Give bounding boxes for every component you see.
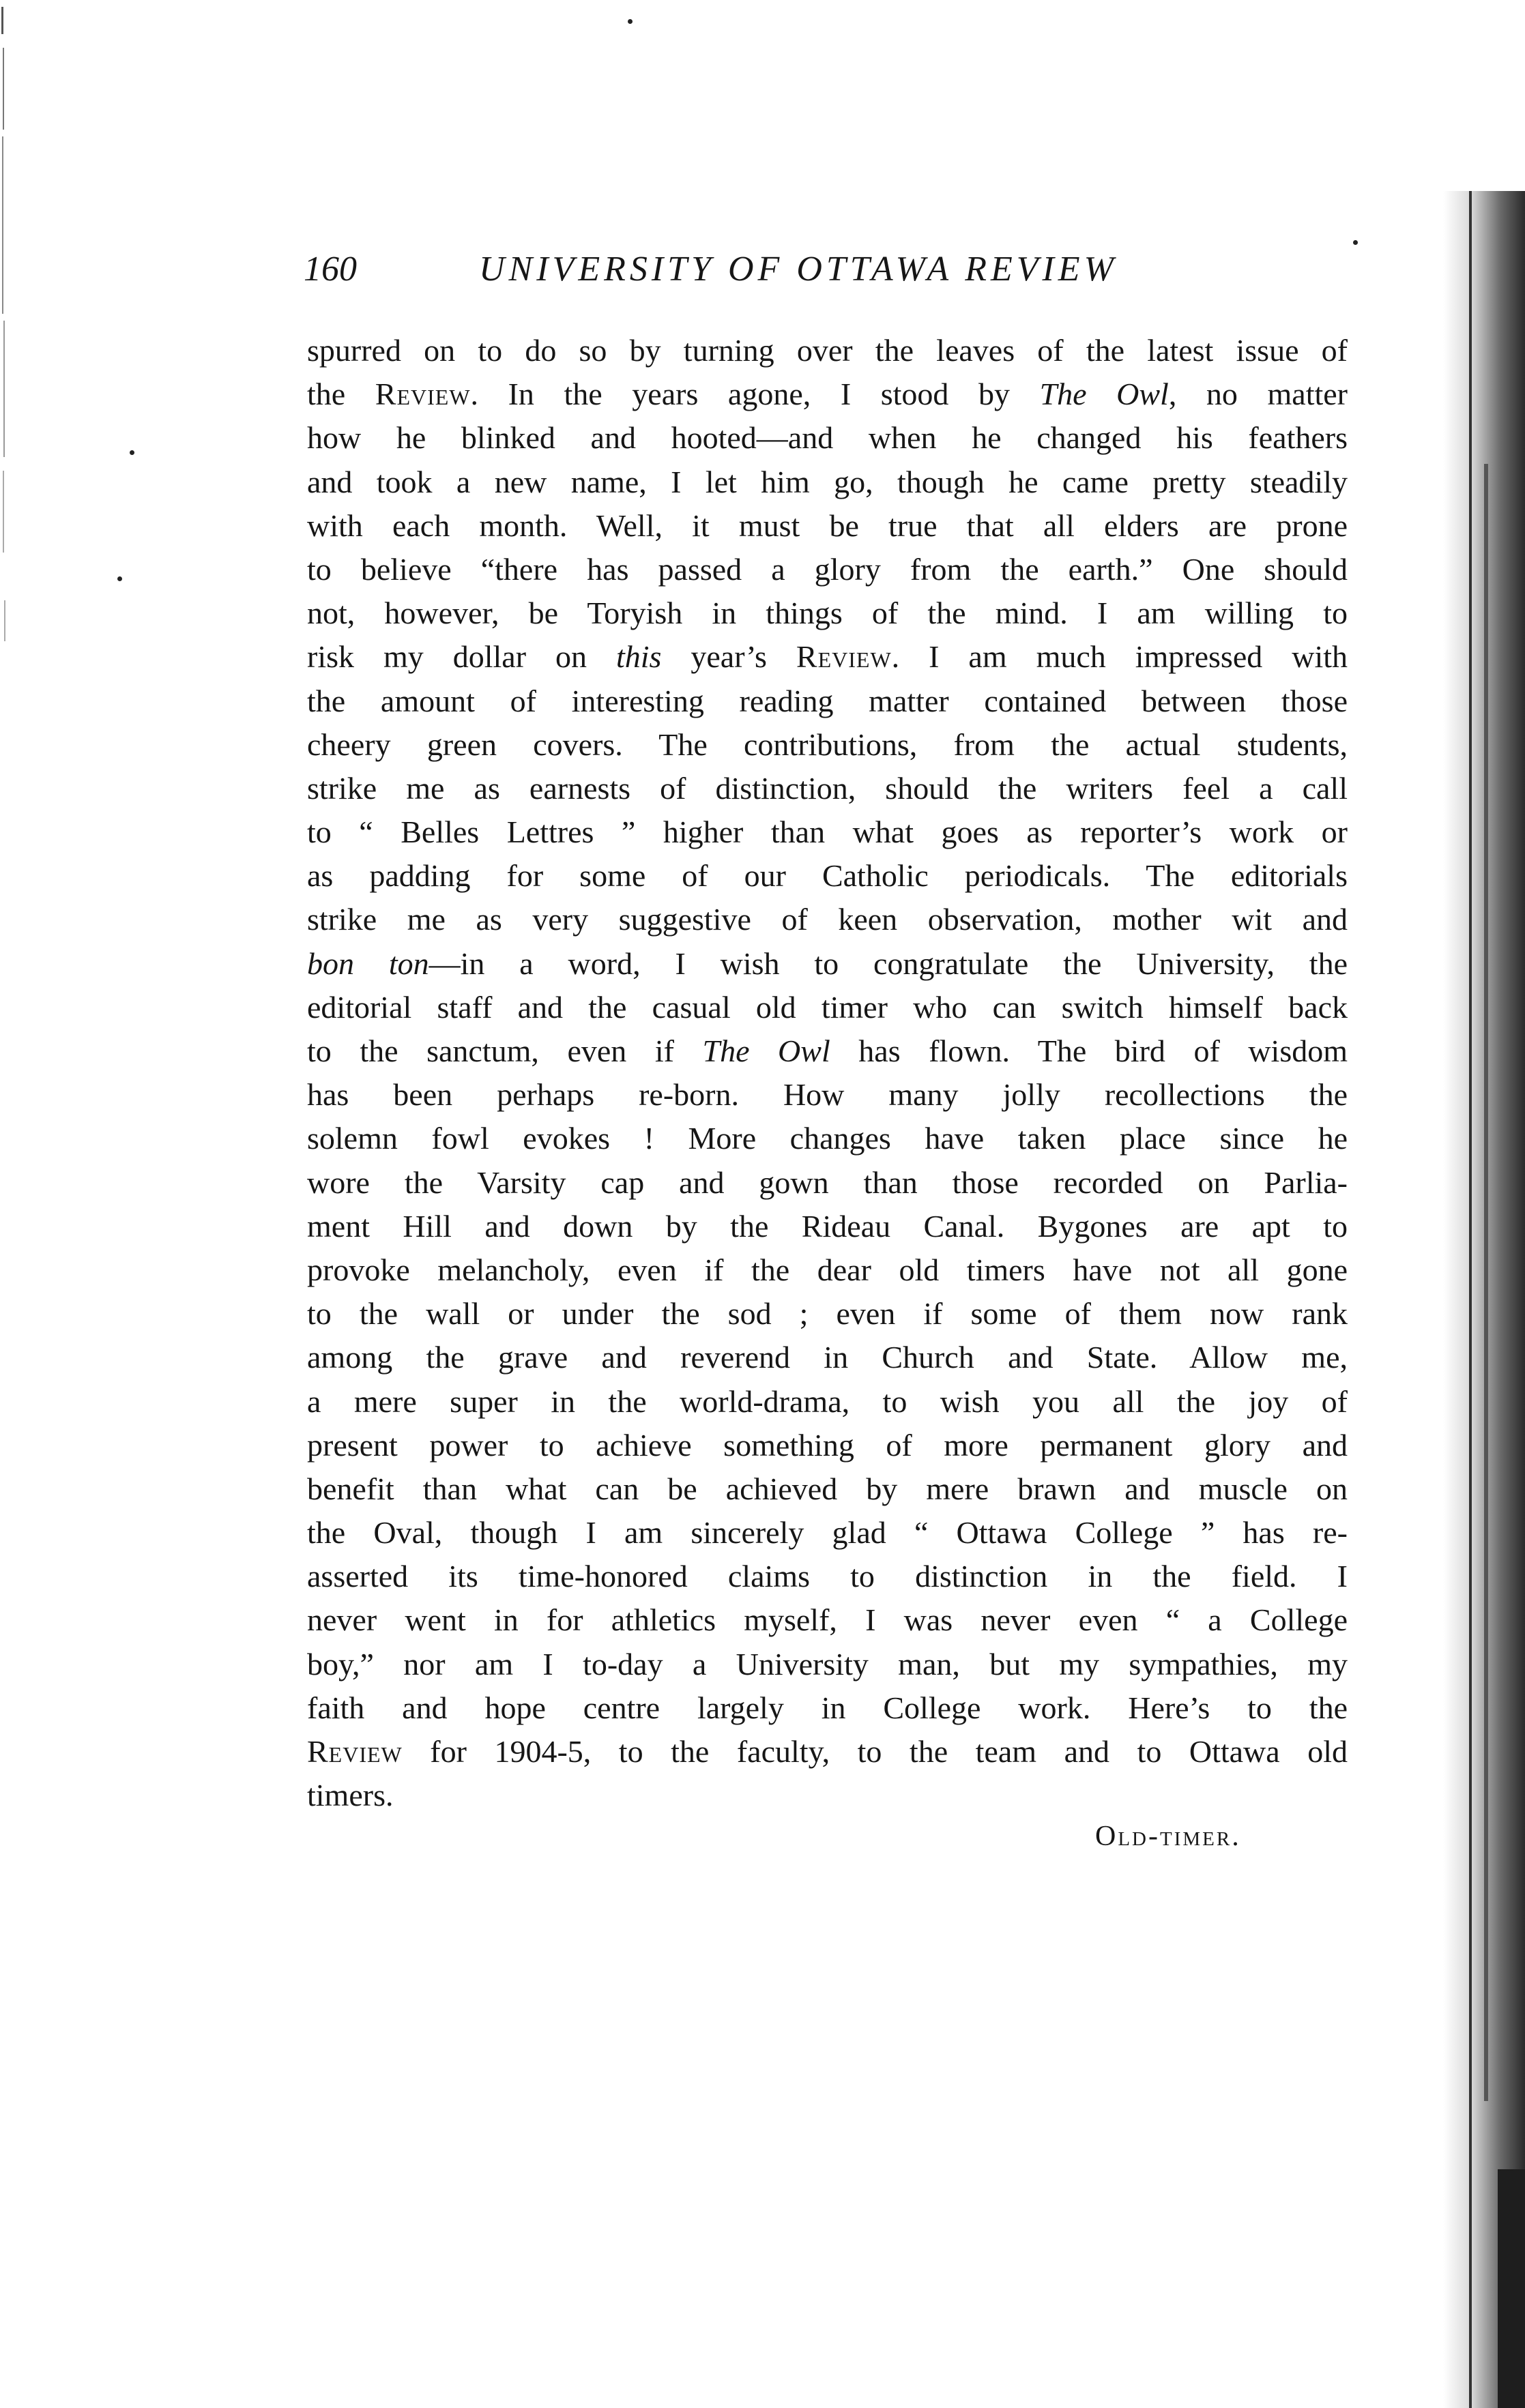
text-run: —in a word, I wish to congratulate the University, the bbox=[429, 945, 1348, 981]
text-line bbox=[307, 1073, 1348, 1117]
text-run: for 1904-5, to the faculty, to the team and to Ottawa old bbox=[402, 1734, 1348, 1769]
italic-text: The Owl bbox=[1039, 377, 1169, 412]
text-line bbox=[307, 1555, 1348, 1598]
stray-mark bbox=[130, 450, 134, 455]
text-run: timers. bbox=[307, 1778, 394, 1813]
text-line bbox=[307, 1205, 1348, 1248]
text-run: . I am much impressed with bbox=[891, 639, 1348, 675]
text-run: the amount of interesting reading matter contained between those bbox=[307, 683, 1348, 718]
scan-gutter-shadow bbox=[1443, 191, 1525, 2408]
author-signature: Old-timer. bbox=[1095, 1821, 1241, 1852]
text-run: solemn fowl evokes ! More changes have taken place since he bbox=[307, 1121, 1348, 1156]
text-line bbox=[307, 1292, 1348, 1336]
text-run: as padding for some of our Catholic periodicals. The editorials bbox=[307, 858, 1348, 894]
text-run: not, however, be Toryish in things of the mind. I am willing to bbox=[307, 596, 1348, 631]
text-run: faith and hope centre largely in College work. Here’s to the bbox=[307, 1690, 1348, 1725]
text-run: , no matter bbox=[1168, 377, 1348, 412]
text-run: how he blinked and hooted—and when he changed his feathers bbox=[307, 420, 1348, 456]
text-run: provoke melancholy, even if the dear old timers have not all gone bbox=[307, 1252, 1348, 1287]
text-run: has been perhaps re-born. How many jolly recollections the bbox=[307, 1077, 1348, 1113]
stray-mark bbox=[117, 576, 122, 581]
text-line bbox=[307, 1467, 1348, 1511]
text-run: cheery green covers. The contributions, from the actual students, bbox=[307, 726, 1348, 762]
text-line bbox=[307, 1248, 1348, 1292]
text-line bbox=[307, 810, 1348, 854]
text-line bbox=[307, 329, 1348, 372]
text-line bbox=[307, 1511, 1348, 1555]
text-run: ment Hill and down by the Rideau Canal. Bygones are apt to bbox=[307, 1208, 1348, 1244]
text-run: to “ Belles Lettres ” higher than what goes as reporter’s work or bbox=[307, 814, 1348, 850]
text-run: risk my dollar on bbox=[307, 639, 616, 675]
text-run: benefit than what can be achieved by mere brawn and muscle on bbox=[307, 1471, 1348, 1506]
text-run: boy,” nor am I to-day a University man, but my sympathies, my bbox=[307, 1646, 1348, 1682]
text-run: asserted its time-honored claims to distinction in the field. I bbox=[307, 1559, 1348, 1594]
text-run: year’s bbox=[661, 639, 796, 675]
text-run: to the wall or under the sod ; even if some of them now rank bbox=[307, 1296, 1348, 1332]
text-run: the Oval, though I am sincerely glad “ Ottawa College ” has re- bbox=[307, 1515, 1348, 1551]
text-line bbox=[307, 679, 1348, 723]
stray-mark bbox=[628, 19, 633, 24]
text-run: editorial staff and the casual old timer who can switch himself back bbox=[307, 989, 1348, 1025]
text-line bbox=[307, 504, 1348, 548]
text-line bbox=[307, 1686, 1348, 1730]
text-run: the bbox=[307, 377, 375, 412]
text-line bbox=[307, 1380, 1348, 1424]
text-run: among the grave and reverend in Church and State. Allow me, bbox=[307, 1340, 1348, 1375]
text-run: to believe “there has passed a glory from the earth.” One should bbox=[307, 551, 1348, 587]
italic-text: The Owl bbox=[702, 1033, 830, 1068]
text-run: with each month. Well, it must be true that all elders are prone bbox=[307, 508, 1348, 543]
text-line bbox=[307, 854, 1348, 898]
text-line bbox=[307, 591, 1348, 635]
text-line bbox=[307, 986, 1348, 1029]
text-run: wore the Varsity cap and gown than those recorded on Parlia- bbox=[307, 1164, 1348, 1200]
text-line bbox=[307, 635, 1348, 679]
text-line bbox=[307, 898, 1348, 941]
text-line bbox=[307, 1774, 1348, 1817]
text-run: present power to achieve something of more permanent glory and bbox=[307, 1427, 1348, 1463]
text-line bbox=[307, 1029, 1348, 1073]
text-run: a mere super in the world-drama, to wish you all the joy of bbox=[307, 1383, 1348, 1419]
text-run: strike me as very suggestive of keen observation, mother wit and bbox=[307, 902, 1348, 937]
text-line bbox=[307, 1598, 1348, 1642]
text-line bbox=[307, 767, 1348, 810]
text-run: and took a new name, I let him go, though he came pretty steadily bbox=[307, 464, 1348, 499]
text-run: spurred on to do so by turning over the leaves of the latest issue of bbox=[307, 333, 1348, 368]
small-caps-text: Review bbox=[796, 639, 892, 675]
text-line bbox=[307, 416, 1348, 460]
text-line bbox=[307, 723, 1348, 767]
text-line bbox=[307, 372, 1348, 416]
stray-mark bbox=[1353, 240, 1358, 245]
text-run: has flown. The bird of wisdom bbox=[830, 1033, 1348, 1068]
text-line bbox=[307, 1643, 1348, 1686]
text-run: never went in for athletics myself, I was never even “ a College bbox=[307, 1602, 1348, 1638]
italic-text: bon ton bbox=[307, 945, 429, 981]
text-run: . In the years agone, I stood by bbox=[470, 377, 1040, 412]
text-run: to the sanctum, even if bbox=[307, 1033, 703, 1068]
italic-text: this bbox=[615, 639, 662, 675]
page-number: 160 bbox=[304, 250, 357, 289]
text-line bbox=[307, 1730, 1348, 1774]
text-line bbox=[307, 1424, 1348, 1467]
running-head bbox=[304, 249, 1348, 304]
text-line bbox=[307, 1161, 1348, 1205]
text-line bbox=[307, 942, 1348, 986]
text-line bbox=[307, 1336, 1348, 1379]
text-line bbox=[307, 460, 1348, 504]
small-caps-text: Review bbox=[375, 377, 471, 412]
text-line bbox=[307, 1117, 1348, 1160]
text-line bbox=[307, 548, 1348, 591]
journal-title: UNIVERSITY OF OTTAWA REVIEW bbox=[479, 250, 1118, 289]
small-caps-text: Review bbox=[307, 1734, 403, 1769]
text-run: strike me as earnests of distinction, should the writers feel a call bbox=[307, 770, 1348, 806]
article-body bbox=[307, 329, 1348, 1817]
scan-edge-left bbox=[0, 0, 14, 682]
